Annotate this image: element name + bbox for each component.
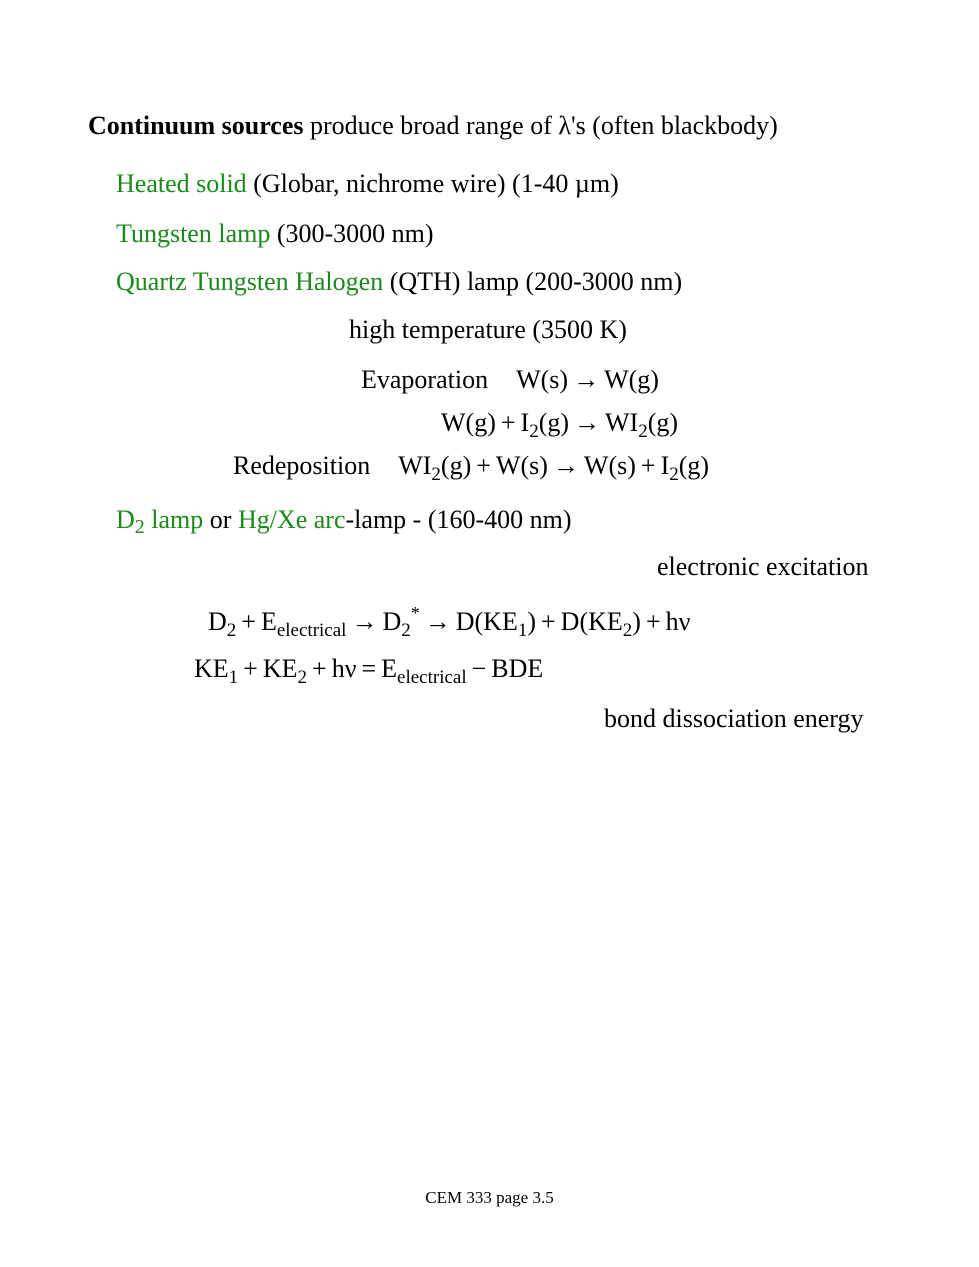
source-name: Tungsten lamp xyxy=(116,219,271,248)
source-heated-solid xyxy=(116,169,619,199)
d2-rest: -lamp - (160-400 nm) xyxy=(345,505,572,534)
bond-dissociation-note: bond dissociation energy xyxy=(604,704,864,733)
d2-prefix: D2 lamp xyxy=(116,505,204,538)
source-name: Heated solid xyxy=(116,169,247,198)
heading-line xyxy=(88,111,778,141)
d2-lamp-line xyxy=(116,505,572,537)
source-detail: (Globar, nichrome wire) (1-40 µm) xyxy=(246,169,619,198)
page-footer: CEM 333 page 3.5 xyxy=(425,1188,554,1207)
heading-bold: Continuum sources xyxy=(88,111,304,140)
source-name: Quartz Tungsten Halogen xyxy=(116,267,384,296)
heading-rest: produce broad range of λ's (often blackbody) xyxy=(303,111,778,140)
high-temperature: high temperature (3500 K) xyxy=(349,315,627,344)
evaporation-equation: Evaporation W(s) → W(g) xyxy=(361,365,659,394)
electronic-excitation-note: electronic excitation xyxy=(657,552,869,581)
d2-excitation-equation: $D_2 + E_{electrical} \to D_2^* \to D(KE_1) + D(KE_2) + h\nu$ xyxy=(208,603,691,641)
redeposition-label: Redeposition xyxy=(233,451,371,480)
energy-balance-equation: $KE_1 + KE_2 + h\nu = E_{electrical}$ − BDE xyxy=(194,654,544,688)
source-detail: (QTH) lamp (200-3000 nm) xyxy=(383,267,683,296)
hg-xe-arc: Hg/Xe arc xyxy=(237,505,346,534)
evaporation-label: Evaporation xyxy=(361,365,489,394)
redeposition-equation: Redeposition $WI_2(g) + W(s) \to W(s) + I_2(g)$ xyxy=(233,451,710,485)
source-qth-lamp xyxy=(116,267,682,297)
source-tungsten-lamp xyxy=(116,219,434,249)
d2-or: or xyxy=(203,505,238,534)
source-detail: (300-3000 nm) xyxy=(270,219,434,248)
iodide-formation-equation: $W(g) + I_2(g) \to WI_2(g)$ xyxy=(441,408,679,442)
